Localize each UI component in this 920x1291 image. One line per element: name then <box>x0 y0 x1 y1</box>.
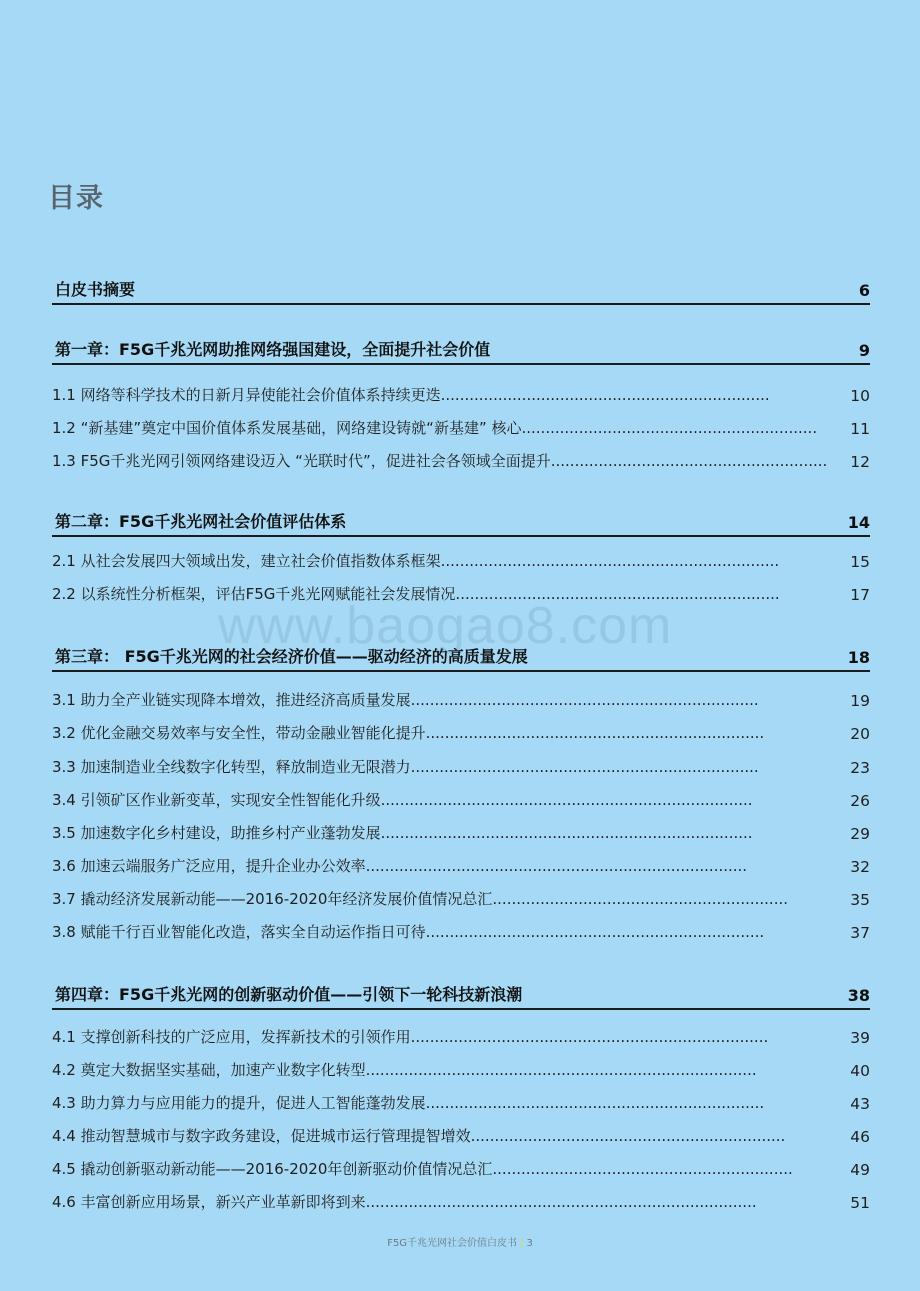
toc-entry-page: 10 <box>850 387 870 405</box>
toc-entry-page: 37 <box>850 924 870 942</box>
toc-entry-title: 4.1 支撑创新科技的广泛应用，发挥新技术的引领作用........................................................................... <box>52 1028 769 1046</box>
page-footer <box>0 1234 920 1249</box>
toc-section-row[interactable] <box>52 854 870 878</box>
toc-section-row[interactable] <box>52 821 870 845</box>
toc-section-row[interactable] <box>52 887 870 911</box>
toc-entry-title: 4.3 助力算力与应用能力的提升，促进人工智能蓬勃发展....................................................................... <box>52 1094 765 1112</box>
chapter-underline <box>52 670 870 672</box>
toc-entry-title: 第一章：F5G千兆光网助推网络强国建设，全面提升社会价值 <box>55 340 491 359</box>
toc-entry-title: 4.6 丰富创新应用场景，新兴产业革新即将到来.................................................................................. <box>52 1193 757 1211</box>
toc-chapter-row[interactable] <box>52 510 870 534</box>
toc-entry-page: 9 <box>858 341 870 360</box>
toc-entry-title: 4.5 撬动创新驱动新动能——2016-2020年创新驱动价值情况总汇............................................................... <box>52 1160 793 1178</box>
toc-entry-title: 第二章：F5G千兆光网社会价值评估体系 <box>55 512 347 531</box>
toc-section-row[interactable] <box>52 549 870 573</box>
toc-entry-title: 1.3 F5G千兆光网引领网络建设迈入 “光联时代”，促进社会各领域全面提升.......................................................... <box>52 452 828 470</box>
toc-chapter-row[interactable] <box>52 338 870 362</box>
toc-entry-title: 3.7 撬动经济发展新动能——2016-2020年经济发展价值情况总汇.............................................................. <box>52 890 789 908</box>
toc-section-row[interactable] <box>52 755 870 779</box>
chapter-underline <box>52 1008 870 1010</box>
toc-entry-title: 第四章：F5G千兆光网的创新驱动价值——引领下一轮科技新浪潮 <box>55 985 523 1004</box>
toc-entry-page: 39 <box>850 1029 870 1047</box>
page-title: 目录 <box>48 183 104 214</box>
chapter-underline <box>52 363 870 365</box>
toc-entry-title: 白皮书摘要 <box>55 280 136 299</box>
toc-entry-title: 3.8 赋能千行百业智能化改造，落实全自动运作指日可待....................................................................... <box>52 923 764 941</box>
chapter-underline <box>52 303 870 305</box>
toc-entry-page: 29 <box>850 825 870 843</box>
toc-entry-page: 26 <box>850 792 870 810</box>
toc-entry-page: 46 <box>850 1128 870 1146</box>
toc-entry-page: 23 <box>850 759 870 777</box>
toc-entry-title: 2.2 以系统性分析框架，评估F5G千兆光网赋能社会发展情况.................................................................... <box>52 585 780 603</box>
toc-entry-page: 17 <box>850 586 870 604</box>
toc-entry-page: 19 <box>850 692 870 710</box>
toc-entry-title: 3.6 加速云端服务广泛应用，提升企业办公效率................................................................................ <box>52 857 748 875</box>
footer-page-number: 3 <box>526 1238 533 1249</box>
toc-entry-title: 3.5 加速数字化乡村建设，助推乡村产业蓬勃发展.............................................................................. <box>52 824 753 842</box>
toc-section-row[interactable] <box>52 688 870 712</box>
toc-section-row[interactable] <box>52 449 870 473</box>
toc-section-row[interactable] <box>52 383 870 407</box>
toc-section-row[interactable] <box>52 1025 870 1049</box>
toc-entry-page: 38 <box>847 986 870 1005</box>
toc-entry-page: 6 <box>858 281 870 300</box>
toc-section-row[interactable] <box>52 788 870 812</box>
footer-separator: | <box>520 1238 524 1249</box>
toc-entry-title: 4.2 奠定大数据坚实基础，加速产业数字化转型.................................................................................. <box>52 1061 757 1079</box>
toc-entry-page: 11 <box>850 420 870 438</box>
toc-entry-page: 32 <box>850 858 870 876</box>
toc-section-row[interactable] <box>52 1091 870 1115</box>
toc-section-row[interactable] <box>52 1190 870 1214</box>
toc-entry-page: 18 <box>847 648 870 667</box>
toc-section-row[interactable] <box>52 1058 870 1082</box>
toc-entry-page: 35 <box>850 891 870 909</box>
toc-section-row[interactable] <box>52 721 870 745</box>
chapter-underline <box>52 535 870 537</box>
toc-section-row[interactable] <box>52 920 870 944</box>
footer-doc-title: F5G千兆光网社会价值白皮书 <box>387 1238 518 1249</box>
toc-entry-title: 4.4 推动智慧城市与数字政务建设，促进城市运行管理提智增效.................................................................. <box>52 1127 786 1145</box>
toc-entry-page: 40 <box>850 1062 870 1080</box>
toc-entry-title: 3.2 优化金融交易效率与安全性，带动金融业智能化提升....................................................................... <box>52 724 765 742</box>
toc-entry-page: 43 <box>850 1095 870 1113</box>
toc-entry-page: 15 <box>850 553 870 571</box>
toc-entry-title: 1.1 网络等科学技术的日新月异使能社会价值体系持续更迭..................................................................... <box>52 386 770 404</box>
toc-entry-title: 1.2 “新基建”奠定中国价值体系发展基础，网络建设铸就“新基建” 核心.............................................................. <box>52 419 818 437</box>
toc-section-row[interactable] <box>52 1124 870 1148</box>
toc-entry-title: 第三章： F5G千兆光网的社会经济价值——驱动经济的高质量发展 <box>55 647 528 666</box>
toc-section-row[interactable] <box>52 1157 870 1181</box>
toc-chapter-row[interactable] <box>52 278 870 302</box>
toc-entry-page: 14 <box>847 513 870 532</box>
toc-entry-title: 3.4 引领矿区作业新变革，实现安全性智能化升级.............................................................................. <box>52 791 753 809</box>
toc-entry-page: 12 <box>850 453 870 471</box>
toc-entry-title: 3.3 加速制造业全线数字化转型，释放制造业无限潜力......................................................................... <box>52 758 759 776</box>
toc-entry-page: 20 <box>850 725 870 743</box>
watermark: www.baogao8.com <box>218 597 673 655</box>
toc-entry-title: 3.1 助力全产业链实现降本增效，推进经济高质量发展......................................................................... <box>52 691 759 709</box>
toc-entry-title: 2.1 从社会发展四大领域出发，建立社会价值指数体系框架....................................................................... <box>52 552 780 570</box>
toc-chapter-row[interactable] <box>52 983 870 1007</box>
toc-entry-page: 49 <box>850 1161 870 1179</box>
toc-entry-page: 51 <box>850 1194 870 1212</box>
toc-section-row[interactable] <box>52 416 870 440</box>
